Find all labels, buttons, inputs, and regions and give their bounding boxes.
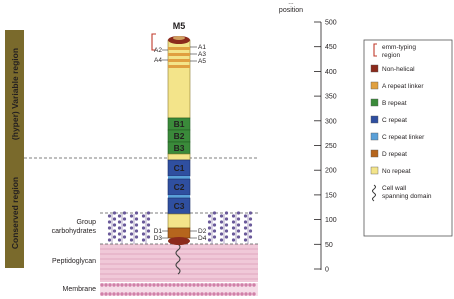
a-repeat-label-a1: A1 (198, 44, 206, 51)
carbohydrate-chain (244, 211, 252, 244)
rod-top-cap-inner (173, 36, 185, 40)
c-repeat-label-3: C3 (173, 201, 185, 211)
legend-label: A repeat linker (382, 83, 424, 90)
d-repeat-label-d3: D3 (153, 235, 162, 242)
carbohydrate-chain (208, 211, 216, 244)
carbohydrate-chain (220, 211, 228, 244)
carbohydrate-chain (142, 211, 150, 244)
legend-label-1: emm-typing (382, 44, 416, 51)
legend-swatch (371, 116, 378, 123)
legend-label: C repeat (382, 117, 407, 124)
legend-label-2: spanning domain (382, 193, 432, 200)
legend-swatch (371, 167, 378, 174)
legend-label-2: region (382, 52, 401, 59)
axis-tick-label-200: 200 (325, 167, 337, 175)
a-repeat-label-a4: A4 (154, 57, 162, 64)
legend-label: B repeat (382, 100, 407, 107)
b-repeat-label-3: B3 (173, 143, 185, 153)
legend-item-no-repeat (371, 167, 411, 175)
axis-tick-label-100: 100 (325, 217, 337, 225)
m5-label: M5 (172, 21, 186, 31)
group-carbohydrates-label-2: carbohydrates (51, 228, 96, 235)
legend-item-b-repeat (371, 99, 407, 107)
axis-tick-label-50: 50 (325, 241, 333, 249)
a-repeat-band-3 (168, 59, 190, 62)
a-repeat-label-a2: A2 (154, 47, 162, 54)
d-repeat-label-d1: D1 (153, 228, 162, 235)
legend-swatch (371, 99, 378, 106)
c-linker-1 (168, 176, 190, 179)
axis-tick-label-250: 250 (325, 143, 337, 150)
axis-title-top: ... (288, 0, 294, 6)
legend-label: Non-helical (382, 66, 415, 73)
c-repeat-label-2: C2 (173, 182, 185, 192)
axis-title: position (278, 7, 304, 14)
axis-tick-label-150: 150 (325, 192, 337, 200)
non-helical-base (168, 237, 190, 245)
variable-region-label: (hyper) Variable region (10, 47, 20, 141)
legend-label: No repeat (382, 168, 411, 175)
a-repeat-label-a3: A3 (198, 51, 206, 58)
carbohydrate-chain (130, 211, 138, 244)
axis-tick-label-500: 500 (325, 19, 337, 27)
a-repeat-band-1 (168, 47, 190, 50)
axis-ticks (314, 20, 337, 274)
b-repeat-label-2: B2 (173, 131, 185, 141)
legend-label: C repeat linker (382, 134, 425, 141)
peptidoglycan-label: Peptidoglycan (52, 258, 96, 265)
membrane-label: Membrane (62, 286, 96, 293)
c-linker-2 (168, 195, 190, 198)
d-repeat-block (168, 228, 190, 238)
legend-item-non-helical (371, 65, 415, 73)
legend-swatch (371, 133, 378, 140)
group-carbohydrates-label-1: Group (76, 219, 96, 226)
axis-tick-label-350: 350 (325, 93, 337, 101)
rod-no-repeat-top (168, 40, 190, 118)
b-repeat-label-1: B1 (173, 119, 185, 129)
axis-tick-label-0: 0 (325, 266, 329, 274)
legend-swatch (371, 150, 378, 157)
carbohydrate-chain (232, 211, 240, 244)
c-repeat-label-1: C1 (173, 163, 185, 173)
legend-item-c-repeat (371, 116, 407, 124)
a-repeat-band-2 (168, 53, 190, 56)
a-repeat-band-4 (168, 65, 190, 68)
carbohydrate-chain (108, 211, 116, 244)
d-repeat-label-d4: D4 (198, 235, 207, 242)
legend-label-1: Cell wall (382, 185, 407, 192)
legend-swatch (371, 82, 378, 89)
legend-item-d-repeat (371, 150, 407, 158)
axis-tick-label-450: 450 (325, 44, 337, 52)
conserved-region-label: Conserved region (10, 176, 20, 250)
a-repeat-label-a5: A5 (198, 58, 206, 65)
axis-tick-label-300: 300 (325, 118, 337, 126)
d-repeat-label-d2: D2 (198, 228, 207, 235)
legend-swatch (371, 65, 378, 72)
legend-label: D repeat (382, 151, 407, 158)
axis-tick-label-400: 400 (325, 68, 337, 76)
no-repeat-low (168, 214, 190, 228)
carbohydrate-chain (118, 211, 126, 244)
no-repeat-mid (168, 154, 190, 160)
